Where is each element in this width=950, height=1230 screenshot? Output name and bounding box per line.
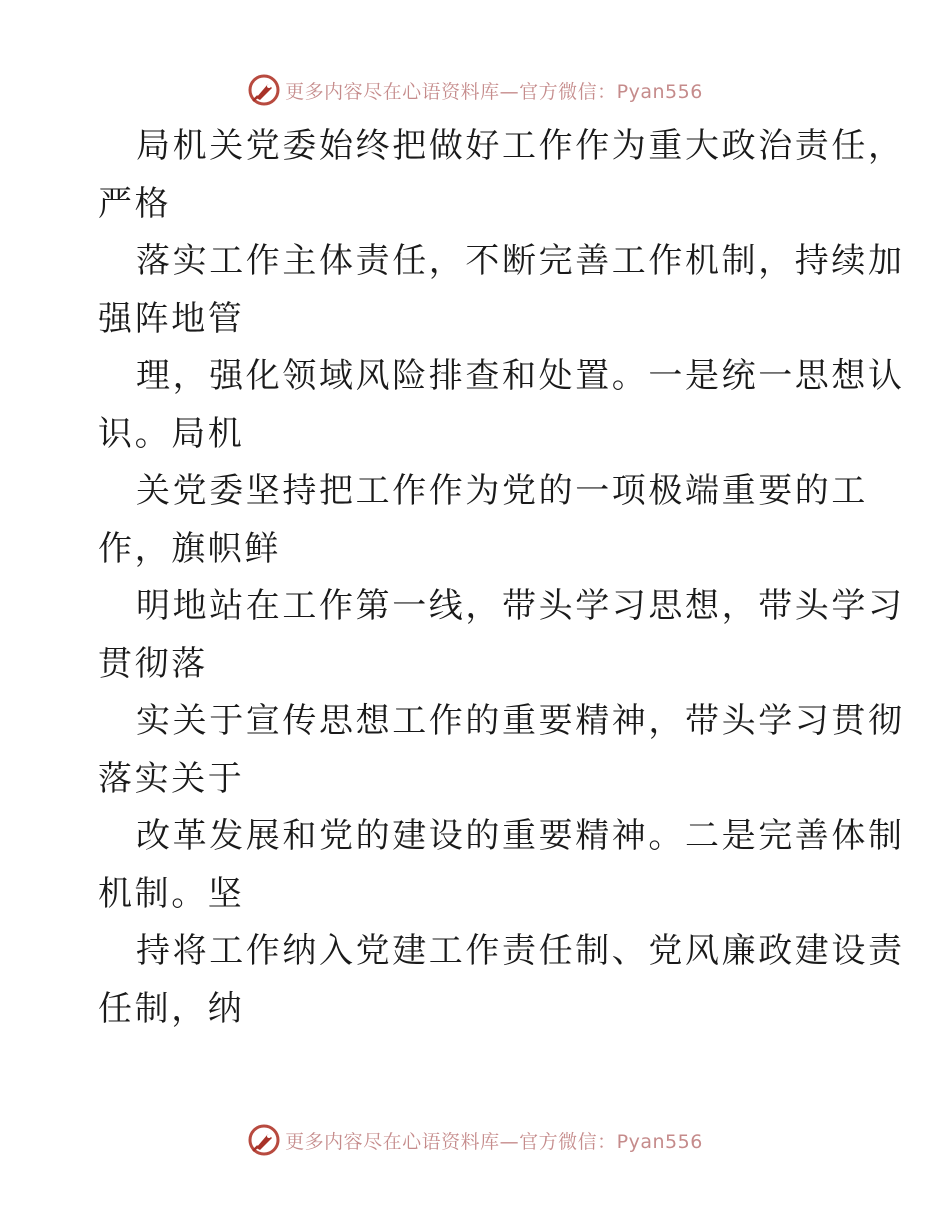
text-line: 任制，纳 <box>98 988 245 1029</box>
pen-nib-circle-icon <box>247 73 281 107</box>
text-line: 局机关党委始终把做好工作作为重大政治责任， <box>136 126 905 166</box>
document-body <box>98 118 905 1038</box>
text-line: 改革发展和党的建设的重要精神。二是完善体制 <box>136 816 905 856</box>
text-line: 理，强化领域风险排查和处置。一是统一思想认 <box>136 356 905 396</box>
text-line: 关党委坚持把工作作为党的一项极端重要的工 <box>136 471 868 511</box>
text-line: 识。局机 <box>98 413 245 454</box>
text-line: 严格 <box>98 183 172 224</box>
text-line: 作，旗帜鲜 <box>98 528 281 569</box>
text-line: 落实工作主体责任，不断完善工作机制，持续加 <box>136 241 905 281</box>
text-line: 持将工作纳入党建工作责任制、党风廉政建设责 <box>136 931 905 971</box>
footer-banner <box>0 1120 950 1160</box>
text-line: 机制。坚 <box>98 873 245 914</box>
pen-nib-circle-icon <box>247 1123 281 1157</box>
text-line: 实关于宣传思想工作的重要精神，带头学习贯彻 <box>136 701 905 741</box>
text-line: 贯彻落 <box>98 643 208 684</box>
header-banner <box>0 70 950 110</box>
header-brand-text: 更多内容尽在心语资料库—官方微信：Pyan556 <box>285 80 703 103</box>
footer-brand-text: 更多内容尽在心语资料库—官方微信：Pyan556 <box>285 1130 703 1153</box>
text-line: 落实关于 <box>98 758 245 799</box>
text-line: 明地站在工作第一线，带头学习思想，带头学习 <box>136 586 905 626</box>
text-line: 强阵地管 <box>98 298 245 339</box>
